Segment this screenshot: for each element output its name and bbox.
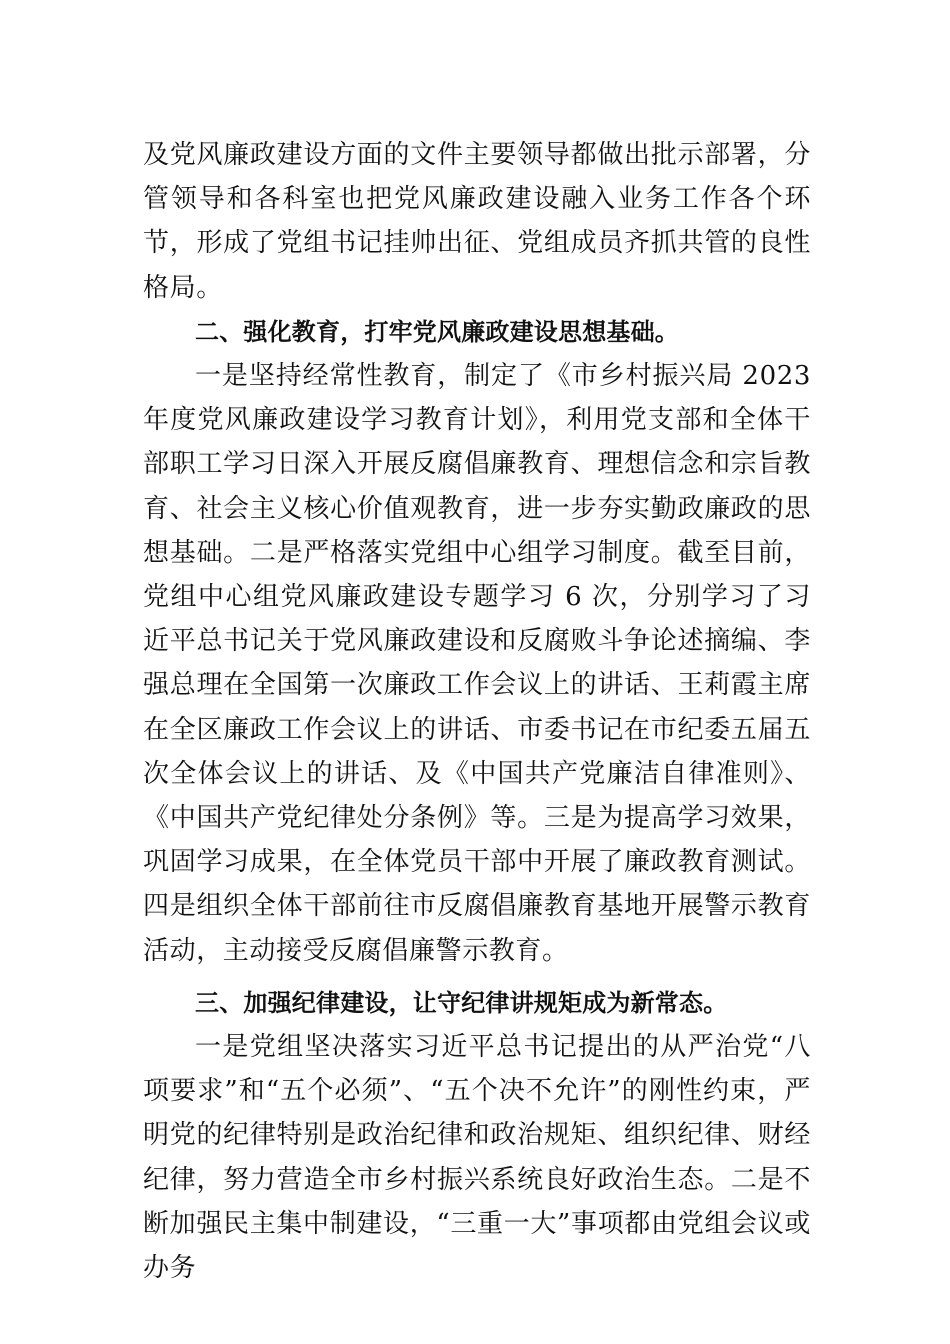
paragraph-discipline: 一是党组坚决落实习近平总书记提出的从严治党“八项要求”和“五个必须”、“五个决不允许”的刚性约束，严明党的纪律特别是政治纪律和政治规矩、组织纪律、财经纪律，努力营造全市乡村振兴系统良好政治生态。二是不断加强民主集中制建设，“三重一大”事项都由党组会议或办务 [143,1032,811,1284]
paragraph-education: 一是坚持经常性教育，制定了《市乡村振兴局 2023 年度党风廉政建设学习教育计划》，利用党支部和全体干部职工学习日深入开展反腐倡廉教育、理想信念和宗旨教育、社会主义核心价值观教育，进一步夯实勤政廉政的思想基础。二是严格落实党组中心组学习制度。截至目前，党组中心组党风廉政建设专题学习 6 次，分别学习了习近平总书记关于党风廉政建设和反腐败斗争论述摘编、李强总理在全国第一次廉政工作会议上的讲话、王莉霞主席在全区廉政工作会议上的讲话、市委书记在市纪委五届五次全体会议上的讲话、及《中国共产党廉洁自律准则》、《中国共产党纪律处分条例》等。三是为提高学习效果，巩固学习成果，在全体党员干部中开展了廉政教育测试。四是组织全体干部前往市反腐倡廉教育基地开展警示教育活动，主动接受反腐倡廉警示教育。 [143,361,811,966]
section-heading-discipline: 三、加强纪律建设，让守纪律讲规矩成为新常态。 [195,988,728,1017]
section-heading-education: 二、强化教育，打牢党风廉政建设思想基础。 [195,317,679,346]
paragraph-continuation: 及党风廉政建设方面的文件主要领导都做出批示部署，分管领导和各科室也把党风廉政建设融入业务工作各个环节，形成了党组书记挂帅出征、党组成员齐抓共管的良性格局。 [143,140,811,303]
document-body [143,133,811,1290]
